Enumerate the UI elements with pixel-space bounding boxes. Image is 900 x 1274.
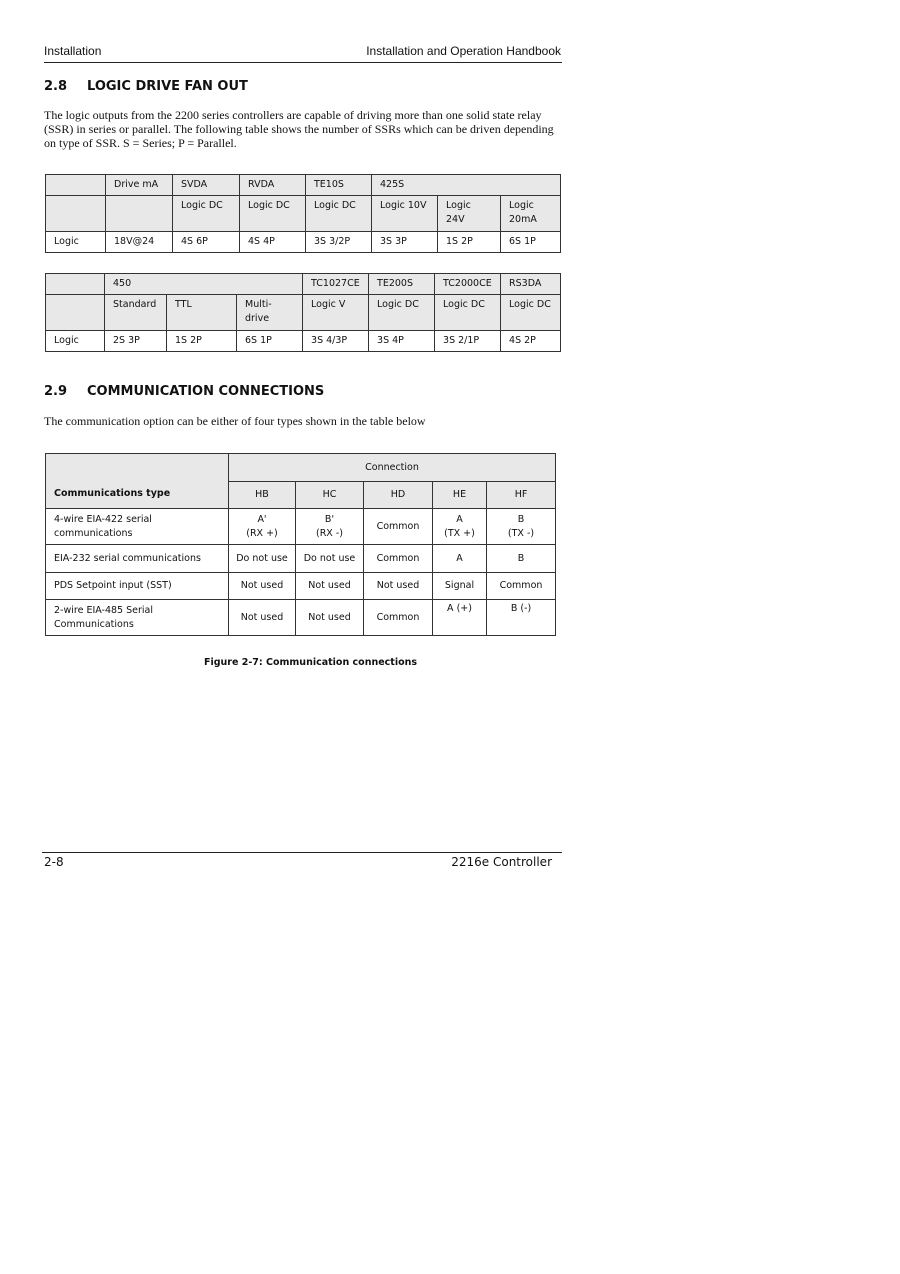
table-row	[46, 295, 561, 331]
logic-drive-table-1	[45, 174, 561, 253]
header-title: Installation and Operation Handbook	[366, 44, 561, 58]
table-cell: Connection	[229, 454, 556, 482]
table-cell: 3S 4P	[369, 331, 435, 352]
table-row	[46, 232, 561, 253]
table-cell: Logic	[46, 331, 105, 352]
footer-rule	[42, 852, 562, 853]
connection-cell: Common	[364, 509, 433, 545]
table-row	[46, 454, 556, 482]
table-row	[46, 274, 561, 295]
table-row	[46, 196, 561, 232]
table-cell: TE10S	[306, 175, 372, 196]
table-cell: Logic DC	[240, 196, 306, 232]
table-cell: Logic	[46, 232, 106, 253]
page-number: 2-8	[44, 855, 64, 869]
comm-type-cell: PDS Setpoint input (SST)	[46, 573, 229, 600]
connection-cell: Common	[487, 573, 556, 600]
table-cell: Drive mA	[106, 175, 173, 196]
table-cell: Logic DC	[369, 295, 435, 331]
connection-cell: Not used	[296, 600, 364, 636]
table-row	[46, 545, 556, 573]
table-cell: RVDA	[240, 175, 306, 196]
table-cell: Logic 24V	[438, 196, 501, 232]
table-cell: SVDA	[173, 175, 240, 196]
table-cell: 3S 2/1P	[435, 331, 501, 352]
table-cell: HE	[433, 482, 487, 509]
comm-type-cell: 4-wire EIA-422 serial communications	[46, 509, 229, 545]
table-cell: Logic 20mA	[501, 196, 561, 232]
table-cell: 3S 3/2P	[306, 232, 372, 253]
table-cell	[46, 196, 106, 232]
logic-drive-table-2	[45, 273, 561, 352]
figure-caption: Figure 2-7: Communication connections	[204, 657, 418, 668]
table-row	[46, 573, 556, 600]
table-cell: HB	[229, 482, 296, 509]
table-cell: TTL	[167, 295, 237, 331]
connection-cell: B	[487, 545, 556, 573]
table-cell: 425S	[372, 175, 561, 196]
heading-part: LOGIC DRIVE FAN OUT	[87, 79, 248, 94]
table-cell	[46, 295, 105, 331]
table-cell	[46, 175, 106, 196]
table-cell: 3S 4/3P	[303, 331, 369, 352]
table-cell: Logic V	[303, 295, 369, 331]
section-body-2-9: The communication option can be either of four types shown in the table below	[44, 414, 426, 428]
table-cell: HC	[296, 482, 364, 509]
header-rule	[44, 62, 562, 63]
connection-cell: A	[433, 545, 487, 573]
connection-cell: A' (RX +)	[229, 509, 296, 545]
table-cell: 4S 4P	[240, 232, 306, 253]
connection-cell: B (TX -)	[487, 509, 556, 545]
table-cell: Logic DC	[435, 295, 501, 331]
table-cell: 6S 1P	[237, 331, 303, 352]
connection-cell: Do not use	[229, 545, 296, 573]
comm-type-cell: 2-wire EIA-485 Serial Communications	[46, 600, 229, 636]
connection-cell: Common	[364, 545, 433, 573]
table-cell: HF	[487, 482, 556, 509]
table-cell: Logic DC	[501, 295, 561, 331]
connection-cell: A (+)	[433, 600, 487, 636]
table-cell: Logic 10V	[372, 196, 438, 232]
table-cell: Logic DC	[306, 196, 372, 232]
heading-part: 2.9	[44, 384, 68, 399]
table-cell: 4S 2P	[501, 331, 561, 352]
section-heading-2-9	[44, 384, 324, 399]
table-row	[46, 175, 561, 196]
comm-type-cell: EIA-232 serial communications	[46, 545, 229, 573]
table-row	[46, 331, 561, 352]
footer-title: 2216e Controller	[451, 855, 552, 869]
table-cell	[46, 274, 105, 295]
table-cell: Standard	[105, 295, 167, 331]
header-section: Installation	[44, 44, 102, 58]
table-cell: 4S 6P	[173, 232, 240, 253]
table-row	[46, 600, 556, 636]
connection-cell: Signal	[433, 573, 487, 600]
connection-cell: Not used	[364, 573, 433, 600]
heading-part: COMMUNICATION CONNECTIONS	[87, 384, 325, 399]
table-cell: 1S 2P	[438, 232, 501, 253]
connection-cell: Common	[364, 600, 433, 636]
connection-cell: Not used	[229, 573, 296, 600]
connection-cell: B (-)	[487, 600, 556, 636]
connection-cell: Not used	[296, 573, 364, 600]
connection-cell: B' (RX -)	[296, 509, 364, 545]
connection-cell: Not used	[229, 600, 296, 636]
section-body-2-8: The logic outputs from the 2200 series controllers are capable of driving more than one solid state relay (SSR) in series or parallel. The following table shows the number of SSRs which can be driven depending on type of SSR. S = Series; P = Parallel.	[44, 108, 554, 150]
communication-connections-table	[45, 453, 556, 636]
table-cell: 3S 3P	[372, 232, 438, 253]
table-cell: Logic DC	[173, 196, 240, 232]
table-cell: 18V@24	[106, 232, 173, 253]
table-cell: Communications type	[46, 454, 229, 509]
table-cell: 6S 1P	[501, 232, 561, 253]
table-cell: TE200S	[369, 274, 435, 295]
connection-cell: Do not use	[296, 545, 364, 573]
table-cell: 450	[105, 274, 303, 295]
table-row	[46, 509, 556, 545]
table-cell: TC2000CE	[435, 274, 501, 295]
table-cell: HD	[364, 482, 433, 509]
table-cell: Multi-drive	[237, 295, 303, 331]
table-cell: 2S 3P	[105, 331, 167, 352]
table-cell: TC1027CE	[303, 274, 369, 295]
table-cell: 1S 2P	[167, 331, 237, 352]
heading-part: 2.8	[44, 79, 68, 94]
table-cell: RS3DA	[501, 274, 561, 295]
section-heading-2-8	[44, 79, 248, 94]
table-cell	[106, 196, 173, 232]
connection-cell: A (TX +)	[433, 509, 487, 545]
